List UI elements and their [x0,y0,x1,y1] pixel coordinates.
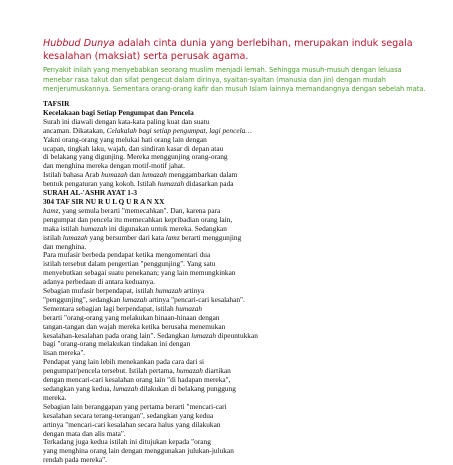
body-text-segment: humazah [80,223,108,233]
body-text-segment: dan menghina. [43,241,87,251]
body-line [43,385,428,394]
body-text-segment: menggambarkan dalam [166,170,238,180]
body-text-segment: , yang semula berarti "memecahkan". Dan, karena para [58,205,221,215]
body-text-segment: Surah ini diawali dengan kata-kata paling kuat dan suatu [43,116,210,126]
intro-text: adalah cinta dunia yang berlebihan, merupakan induk segala kesalahan (maksiat) serta perusak agama. [43,38,413,62]
body-text-segment: Para mufasir berbeda pendapat ketika mengomentari dua [43,250,211,260]
intro-paragraph [43,37,423,63]
body-text-segment: hamz [43,205,59,215]
body-text-segment: humazah [175,303,203,313]
body-text-segment: SURAH AL-'ASHR AYAT 1-3 [43,188,138,198]
body-text-segment: kesalahan-kesalahan pada orang lain". Sedangkan [43,330,192,340]
body-line [43,340,428,349]
body-text-segment: Terkadang juga kedua istilah ini ditujukan kepada "orang [43,437,211,447]
tafsir-body [43,100,428,465]
body-text-segment: lumazah [122,294,148,304]
body-text-segment: yang bersumber dari kata [87,232,166,242]
body-text-segment: didasarkan pada [184,179,234,189]
body-text-segment: 304 TAF SIR NU R U L Q U R A N XX [43,196,165,206]
body-text-segment: bagi "orang-orang melakukan tindakan ini dengan [43,339,191,349]
body-text-segment: maka istilah [43,223,81,233]
body-text-segment: lamz [165,232,180,242]
body-text-segment: diartikan [202,366,231,376]
body-text-segment: "penggunjing", sedangkan [43,294,123,304]
body-line [43,234,428,243]
body-text-segment: bentuk pengaturan yang kokoh. Istilah [43,179,158,189]
body-text-segment: lisan mereka". [43,348,86,358]
body-text-segment: sedangkan yang kedua, [43,384,114,393]
body-text-segment: Pendapat yang lain lebih menekankan pada cara dari si [43,357,205,367]
body-text-segment: rendah pada mereka". [43,455,107,465]
body-text-segment: pengumpat/pencela tersebut. Istilah pertama, [43,366,177,376]
body-text-segment: di belakang yang digunjing. Mereka menggunjing orang-orang [43,152,228,162]
body-text-segment: artinya [181,286,205,296]
body-text-segment: dipeuntukkan [216,330,258,340]
body-text-segment: Yakni orang-orang yang melukai hati orang lain dengan [43,134,207,144]
body-text-segment: lumazah [191,330,217,340]
body-text-segment: dengan mata dan alis mata". [43,428,126,438]
body-text-segment: lumazah [141,170,167,180]
body-text-segment: kesalahan secara terang-terangan", sedangkan yang kedua [43,410,214,420]
body-text-segment: ancaman. Dikatakan, [43,125,107,135]
body-text-segment: humazah [101,170,128,180]
body-text-segment: humazah [176,366,203,376]
body-text-segment: Sementara sebagian lagi berpendapat, istilah [43,303,176,313]
body-text-segment: berarti "orang-orang yang melakukan hinaan-hinaan dengan [43,312,220,322]
body-text-segment: istilah [43,232,63,242]
body-text-segment: pengumpat dan pencela itu memecahkan kepribadian orang lain, [43,214,233,224]
body-text-segment: Istilah bahasa Arab [43,170,102,180]
body-text-segment: adanya perbedaan di antara keduanya. [43,277,155,287]
body-text-segment: dengan mencari-cari kesalahan orang lain "di hadapan mereka", [43,375,231,385]
body-text-segment: Celakalah bagi setiap pengumpat, lagi pencela… [106,125,252,135]
body-text-segment: mereka. [43,392,67,402]
body-line [43,456,428,465]
body-text-segment: lumazah [113,384,139,393]
body-text-segment: berarti menggunjing [179,232,242,242]
body-text-segment: humazah [155,286,182,296]
body-text-segment: artinya "pencari-cari kesalahan". [147,294,245,304]
body-text-segment: Sebagian mufasir berpendapat, istilah [43,286,156,296]
body-text-segment: yang menghina orang lain dengan menggunakan julukan-julukan [43,446,234,456]
body-text-segment: menyebutkan sebagai suatu penekanan; yang lain memungkinkan [43,268,236,278]
body-text-segment: Sebagian lain beranggapan yang pertama berarti "mencari-cari [43,401,227,411]
body-text-segment: tangan-tangan dan wajah mereka ketika berusaha menemukan [43,321,226,331]
body-text-segment: lumazah [62,232,88,242]
warning-paragraph: Penyakit inilah yang menyebabkan seorang muslim menjadi lemah. Sehingga musuh-musuh dengan leluasa menebar rasa takut dan sifat pengecut dalam dirinya, syaitan-syaitan (manusia dan jin) dengan mudah menjerumuskannya. Sementara orang-orang kafir dan musuh Islam lainnya memandangnya dengan sebelah mata. [43,66,426,94]
body-text-segment: Kecelakaan bagi Setiap Pengumpat dan Pencela [43,107,194,117]
body-text-segment: humazah [157,179,185,189]
body-text-segment: dilakukan di belakang punggung [138,384,236,393]
body-text-segment: istilah tersebut dalam pengertian "penggunjing". Yang satu [43,259,216,269]
body-text-segment: artinya "mencari-cari kesalahan secara halus yang dilakukan [43,419,221,429]
intro-term: Hubbud Dunya [43,38,115,49]
body-text-segment: TAFSIR [43,99,70,108]
body-text-segment: ini digunakan untuk mereka. Sedangkan [107,223,227,233]
body-text-segment: dan [127,170,142,180]
body-text-segment: dan menghina mereka dengan motif-motif jahat. [43,161,185,171]
body-text-segment: ucapan, tingkah laku, wajah, dan sindiran kasar di depan atau [43,143,224,153]
